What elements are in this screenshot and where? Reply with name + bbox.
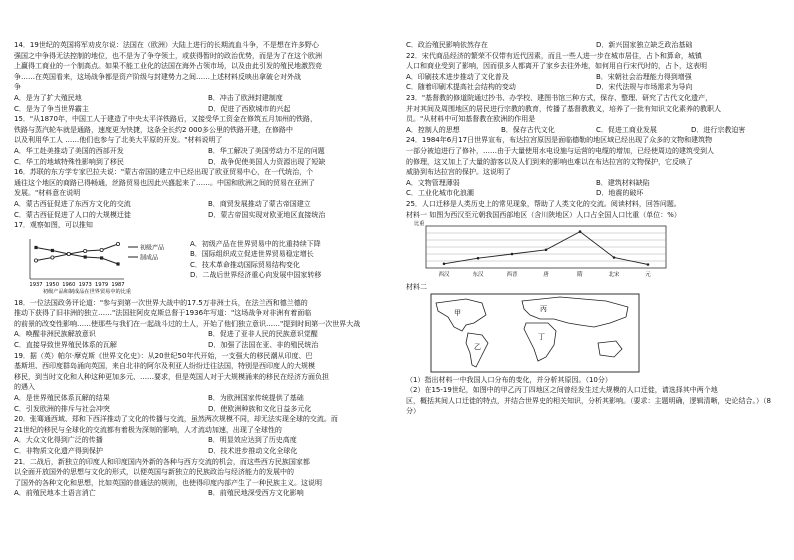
data-point (511, 253, 514, 256)
option-d: D．宋代法规与市场需求为导向 (596, 83, 693, 92)
data-point (100, 256, 103, 259)
legend-label: 制成品 (140, 254, 159, 262)
x-tick-label: 1979 (94, 281, 109, 288)
x-tick-label: 西晋 (506, 272, 518, 279)
region-label-jia: 甲 (454, 308, 461, 317)
question-24: 24．1984年6月17日世界宣布，布达拉宫原因是面临德勒的地区域已经出现了众多的文物和建筑物 一部分被迫进行了修补，……由于大量使用水电设施与运营的电缆的增加，已经使周边的建筑受到人 的修理，这又加上了大量的游客以及人们到来的影响也难以在布达拉宫的文物保护，它反映了 威胁到布达拉宫的保护。这说明了 A．文物管理薄弱 B．建筑材料缺陷 C．工业化城市化浪潮 D．地震的破坏 (406, 135, 786, 199)
option-c: C．政治殖民影响依然存在 (406, 41, 488, 49)
option-b: B．为欧洲国家传统提供了基础 (208, 394, 304, 403)
option-a: A．唤醒非洲民族解放意识 (14, 330, 96, 339)
option-a: A．蒙古西征促进了东西方文化的交流 (14, 199, 131, 208)
option-d: D．使欧洲种族和文化日益多元化 (208, 404, 312, 413)
region-label-ding: 丁 (538, 332, 545, 341)
right-column (406, 40, 786, 417)
option-a: A．印刷技术进步推动了文化普及 (406, 72, 509, 81)
data-point (34, 246, 37, 249)
option-a: A．控制人的思想 (406, 125, 460, 134)
x-tick-label: 隋 (577, 272, 583, 279)
x-tick-label: 1960 (62, 281, 76, 288)
option-b: B．宋朝社会治理能力得到增强 (596, 72, 692, 81)
data-point (116, 242, 119, 245)
option-c: C．引发欧洲的排斥与社会冲突 (14, 404, 110, 413)
option-c: C．直接导致世界殖民体系的瓦解 (14, 341, 117, 350)
region-label-bing: 丙 (540, 304, 547, 313)
option-b: B．国际组织成立促进世界贸易稳定增长 (190, 250, 314, 259)
option-a: A．文物管理薄弱 (406, 178, 460, 187)
data-point (84, 249, 87, 252)
option-d: D．地震的破坏 (596, 189, 644, 198)
population-share-chart (412, 220, 672, 280)
data-point (67, 252, 70, 255)
trade-share-chart-svg (14, 233, 174, 295)
data-point (545, 249, 548, 252)
option-d: D．进行宗教迫害 (691, 125, 746, 134)
data-point (51, 256, 54, 259)
data-point (443, 263, 446, 266)
x-tick-label: 1973 (78, 281, 92, 288)
series-line-1 (36, 244, 118, 261)
world-map (430, 293, 640, 373)
question-18: 18．一位法国政务评论道："参与到第一次世界大战中的17.5万非洲士兵，在法兰西和德兰德的 推动下获得了旧非洲的独立……"法国驻阿皮克斯总督于1936年写道："这场战争对非洲有着面临 的前景的改变性影响……使那些与我们在一起战斗过的土人，开始了他们独立意识……"提到时间第一次世界大战 A．唤醒非洲民族解放意识 B．促进了亚非人民的民族意识觉醒 C．直接导致世界殖民体系的瓦解 D．加强了法国在亚、非的殖民统治 (14, 298, 402, 351)
question-25: 25．人口迁移是人类历史上的常见现象，帮助了人类文化的交流。阅读材料，回答问题。 材料一 如图为西汉至元朝我国西部地区（含川陕地区）人口占全国人口比重（单位：%） 比重 西汉 东汉 西晋 唐 隋 北宋 元 材料二 甲 乙 丙 丁 （1）指出材料一中我国人口分布的变化，并分析其原因。（10分） （2）在15-19世纪，如图中的甲乙丙丁四地区之间曾经发生过大规模的人口迁徙，请选择其中两个地 区，概括其间人口迁徙的特点，并结合世界史的相关知识，分析其影响。（要求：主题明确，逻辑清晰，史论结合。）（8 分） (406, 199, 771, 416)
x-tick-label: 1950 (45, 281, 60, 288)
data-point (34, 259, 37, 262)
data-point (51, 249, 54, 252)
option-c: C．蒙古西征促进了人口的大规模迁徙 (14, 210, 131, 219)
option-a: A．华工赴美推动了美国的西部开发 (14, 146, 124, 155)
x-tick-label: 1987 (111, 281, 125, 288)
x-tick-label: 唐 (543, 272, 549, 279)
option-a: A．是世界殖民体系瓦解的结果 (14, 394, 110, 403)
option-c: C．随着印刷术提高社会结构的变动 (406, 83, 516, 92)
question-20: 20．张骞通西域、郑和下西洋推动了文化的传播与交流，虽然两次规模不同，却无法实现全球的交流。而 21世纪的移民与全球化的交流都有着极为深刻的影响，人才流动加速，出现了全球性的 A．大众文化得到广泛的传播 B．明显效应达到了历史高度 C．非物质文化遗产得到保护 D．技术进步推动文化全球化 (14, 414, 402, 456)
option-c: C．技术革命推动国际贸易结构变化 (190, 260, 300, 269)
option-d: D．技术进步推动文化全球化 (208, 447, 298, 455)
option-c: C．工业化城市化浪潮 (406, 189, 474, 198)
option-d: D．新兴国家独立缺乏政治基础 (596, 41, 693, 49)
question-17: 17．观察如图，可以推知 初级产品 制成品 1937 1950 1960 1973 1979 1987 初级产品和制成品在世界贸易中的比重 A．初级产品在世界贸易中的比重持续下降 B．国际组织成立促进世界贸易稳定增长 C．技术革命推动国际贸易结构变化 D．二战后世界经济重心向发展中国家转移 (14, 221, 322, 295)
series-line-0 (36, 247, 118, 264)
question-21: 21．二战后，新独立的印度人和印度国内外新的各种与西方交流的机会，而这些西方民族国家都 以全面开放国外的思想与文化的形式，以便英国与新独立的民族政治与经济能力的发展中的 了国外的各种文化和思想，比如英国的普通法的规则，也使得印度内部产生了一种民族主义。这说明 A．前殖民地本土语言消亡 B．前殖民地深受西方文化影响 (14, 457, 402, 499)
question-21-options-cd (406, 40, 786, 51)
data-point (477, 257, 480, 260)
option-c: C．华工的地域特殊性影响到了移民 (14, 157, 124, 166)
data-point (116, 262, 119, 265)
legend-label: 初级产品 (140, 244, 165, 252)
option-c: C．非物质文化遗产得到保护 (14, 447, 103, 455)
option-a: A．大众文化得到广泛的传播 (14, 436, 103, 445)
question-23: 23．"基督教的修道院通过抄书、办学校、建图书馆三种方式，保存、整理、研究了古代文化遗产， 并对其间及周围地区的居民进行宗教的教育，传播了基督教教义，培养了一批有知识文化素养的教职人 员。"从材料中可知基督教在欧洲的作用是 A．控制人的思想 B．保存古代文化 C．促进工商业发展 D．进行宗教迫害 (406, 93, 786, 135)
option-d: D．加强了法国在亚、非的殖民统治 (208, 341, 319, 350)
option-b: B．冲击了欧洲封建制度 (208, 93, 283, 102)
left-column (14, 40, 402, 499)
option-d: D．二战后世界经济重心向发展中国家转移 (190, 271, 322, 280)
data-point (100, 248, 103, 251)
question-16: 16．苏联的东方学专家巴拉夫说："蒙古帝国的建立中已经出现了欧亚贸易中心，在一代统治，个 通往这个地区的商路已得畅通，丝路贸易也因此兴盛起来了……。中国和欧洲之间的贸易在亚洲了 发展。"材料意在说明 A．蒙古西征促进了东西方文化的交流 B．商贸发展推动了蒙古帝国建立 C．蒙古西征促进了人口的大规模迁徙 D．蒙古帝国实现对欧亚地区直接统治 (14, 167, 402, 220)
question-22: 22．宋代商品经济的繁荣不仅带有近代因素，而且一些人进一步在城市居住，占卜和算命，城镇 人口和商业受到了影响，因而很多人都离开了家乡去往外地，如何用自行宋代时的，占卜，这表明 A．印刷技术进步推动了文化普及 B．宋朝社会治理能力得到增强 C．随着印刷术提高社会结构的变动 D．宋代法规与市场需求为导向 (406, 51, 786, 93)
option-b: B．华工解决了美国劳动力不足的问题 (208, 146, 325, 155)
data-point (84, 255, 87, 258)
option-a: A．是为了扩大殖民地 (14, 93, 82, 102)
option-b: B．商贸发展推动了蒙古帝国建立 (208, 199, 311, 208)
trade-share-chart (14, 233, 174, 295)
question-14: 14．19世纪的英国将军劝皮尔说：法国在（欧洲）大陆上进行的长期流血斗争，不是想在许多野心 强国之中争得无法控制的地位，也不是为了争夺领土，或获得暂时的政治优势，而是为了在这个欧洲 上赢得工商业的一个制高点。如果不能工业化的法国在海外占领市场，以及由此引发的殖民地激烈竞 争……在英国看来，这场战争都是资产阶级与封建势力之间……上述材料反映出拿破仑对外战 争 A．是为了扩大殖民地 B．冲击了欧洲封建制度 C．是为了争当世界霸主 D．促进了西欧城市的兴起 (14, 40, 402, 114)
option-a: A．初级产品在世界贸易中的比重持续下降 (190, 239, 321, 248)
option-d: D．战争促使美国人力资源出现了短缺 (208, 157, 326, 166)
x-tick-label: 元 (645, 272, 651, 279)
option-d: D．蒙古帝国实现对欧亚地区直接统治 (208, 210, 326, 219)
option-c: C．是为了争当世界霸主 (14, 104, 89, 113)
option-b: B．前殖民地深受西方文化影响 (208, 489, 304, 498)
data-point (647, 263, 650, 266)
option-b: B．明显效应达到了历史高度 (208, 436, 297, 445)
x-tick-label: 1937 (29, 281, 43, 288)
option-a: A．前殖民地本土语言消亡 (14, 489, 96, 498)
data-point (613, 256, 616, 259)
x-axis-label: 初级产品和制成品在世界贸易中的比重 (42, 288, 132, 295)
option-b: B．建筑材料缺陷 (596, 178, 650, 187)
option-b: B．促进了亚非人民的民族意识觉醒 (208, 330, 318, 339)
data-point (579, 230, 582, 233)
option-c: C．促进工商业发展 (596, 125, 657, 134)
x-tick-label: 西汉 (438, 272, 450, 279)
x-tick-label: 东汉 (472, 272, 484, 279)
question-15: 15．"从1870年，中国工人于建造了中央太平洋铁路后，又接受华工资金在修筑五月加州的铁路， 铁路与蒸汽轮车就是通路，速度更为快捷，这条全长约2 000多公里的铁路开建，在修路中 以及利用华工人 ……他们也参与了北美大平原的开发。"材料说明了 A．华工赴美推动了美国的西部开发 B．华工解决了美国劳动力不足的问题 C．华工的地域特殊性影响到了移民 D．战争促使美国人力资源出现了短缺 (14, 114, 402, 167)
option-b: B．保存古代文化 (501, 125, 555, 134)
region-label-yi: 乙 (474, 342, 481, 351)
question-19: 19．据（英）帕尔·摩克斯《世界文化史》：从20世纪50年代开始，一支强大的移民潮从印度、巴 基斯坦、西印度群岛涌向英国，来自北非的阿尔及利亚人纷纷迁往法国，特别是西印度人的大规模 移民，到当时文化和人种这种更加多元、……要求，但是英国人对于大规模涌来的移民在经济方面负担 的遇入 A．是世界殖民体系瓦解的结果 B．为欧洲国家传统提供了基础 C．引发欧洲的排斥与社会冲突 D．使欧洲种族和文化日益多元化 (14, 351, 402, 415)
y-axis-label: 比重 (414, 221, 425, 228)
x-tick-label: 北宋 (608, 272, 620, 279)
option-d: D．促进了西欧城市的兴起 (208, 104, 291, 113)
